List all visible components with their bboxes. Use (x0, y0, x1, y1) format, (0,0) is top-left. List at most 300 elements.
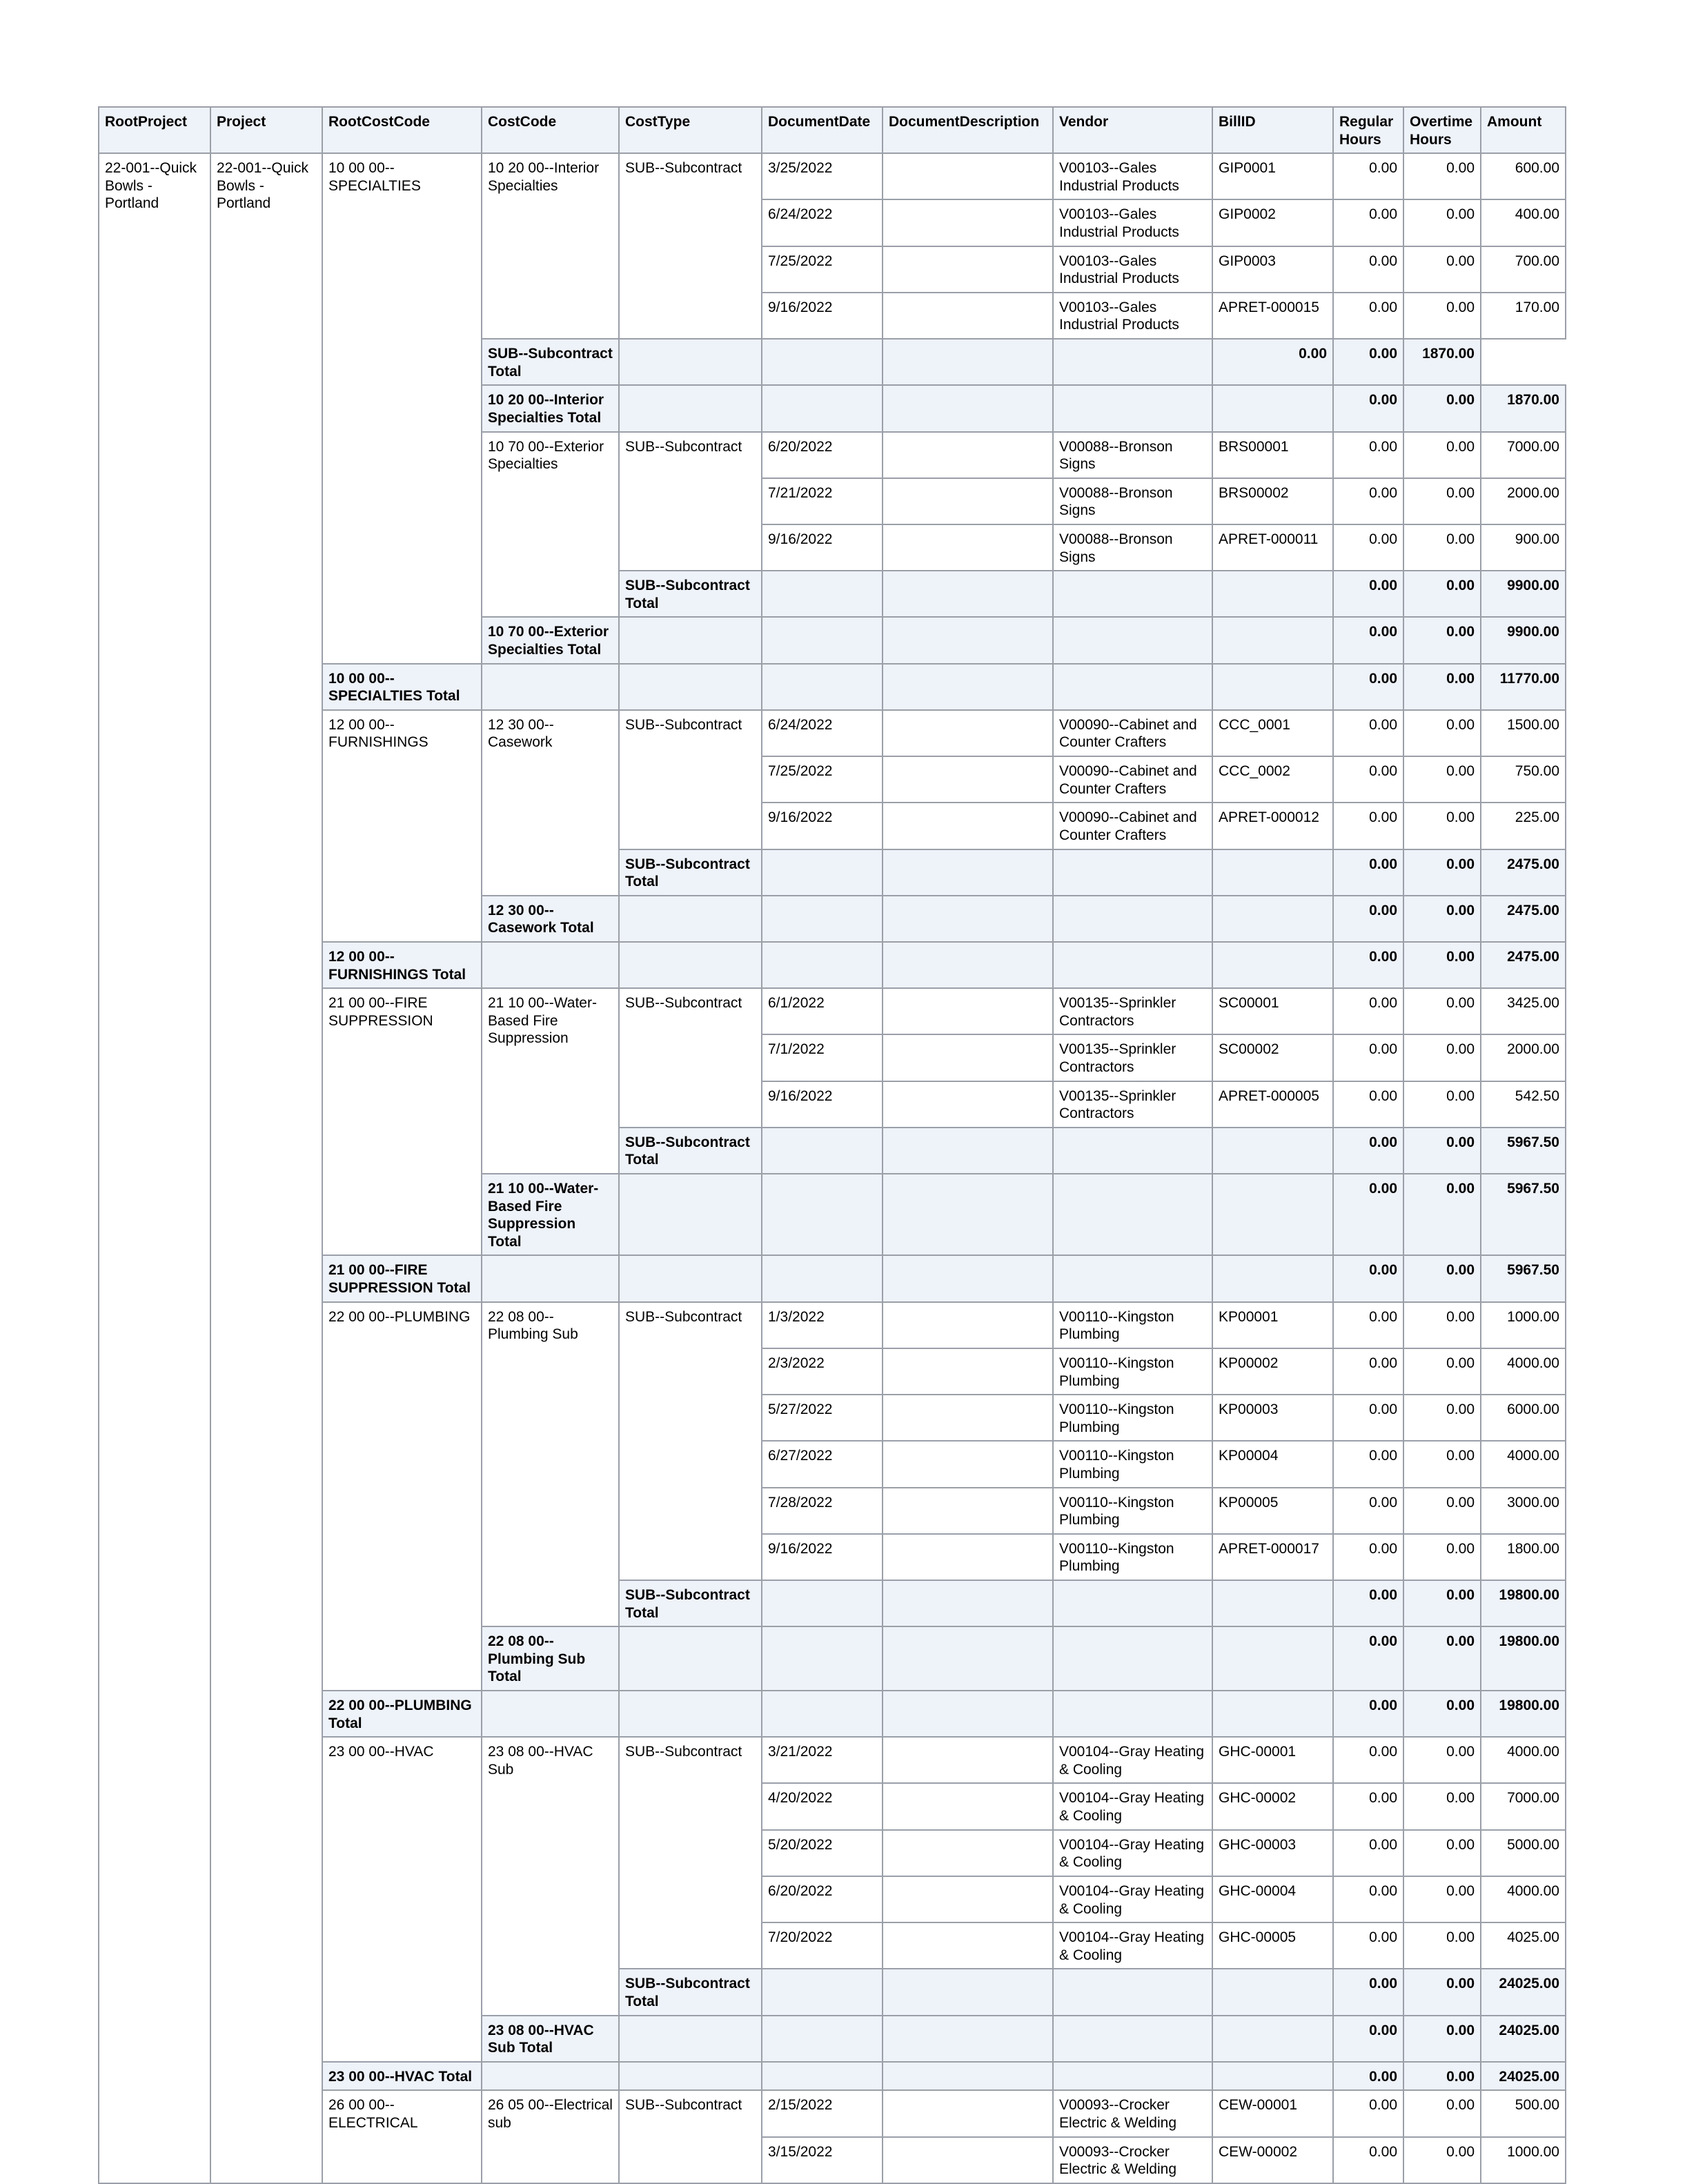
empty-cell (762, 385, 883, 431)
vendor-cell: V00088--Bronson Signs (1053, 524, 1212, 571)
vendor-cell: V00135--Sprinkler Contractors (1053, 1034, 1212, 1081)
empty-cell (1212, 2062, 1333, 2091)
empty-cell (883, 385, 1053, 431)
document-description-cell (883, 524, 1053, 571)
regular-hours-cell: 0.00 (1333, 664, 1403, 710)
document-description-cell (883, 1302, 1053, 1348)
regular-hours-cell: 0.00 (1212, 339, 1333, 385)
document-date-cell: 6/24/2022 (762, 710, 883, 756)
document-date-cell: 6/1/2022 (762, 988, 883, 1034)
bill-id-cell: APRET-000012 (1212, 803, 1333, 849)
vendor-cell: V00110--Kingston Plumbing (1053, 1441, 1212, 1487)
bill-id-cell: SC00001 (1212, 988, 1333, 1034)
empty-cell (1053, 1128, 1212, 1174)
vendor-cell: V00104--Gray Heating & Cooling (1053, 1737, 1212, 1783)
bill-id-cell: KP00005 (1212, 1488, 1333, 1534)
overtime-hours-cell: 0.00 (1403, 1783, 1481, 1829)
empty-cell (762, 1174, 883, 1255)
overtime-hours-cell: 0.00 (1403, 664, 1481, 710)
regular-hours-cell: 0.00 (1333, 710, 1403, 756)
overtime-hours-cell: 0.00 (1403, 1034, 1481, 1081)
regular-hours-cell: 0.00 (1333, 1534, 1403, 1580)
overtime-hours-cell: 0.00 (1403, 1128, 1481, 1174)
regular-hours-cell: 0.00 (1333, 1302, 1403, 1348)
document-description-cell (883, 1876, 1053, 1922)
regular-hours-cell: 0.00 (1333, 153, 1403, 199)
empty-cell (619, 942, 762, 988)
empty-cell (762, 664, 883, 710)
overtime-hours-cell: 0.00 (1403, 1488, 1481, 1534)
amount-cell: 750.00 (1481, 756, 1566, 803)
overtime-hours-cell: 0.00 (1403, 2137, 1481, 2183)
amount-cell: 400.00 (1481, 199, 1566, 246)
amount-cell: 1000.00 (1481, 1302, 1566, 1348)
empty-cell (1053, 942, 1212, 988)
empty-cell (762, 1580, 883, 1626)
overtime-hours-cell: 0.00 (1403, 803, 1481, 849)
empty-cell (482, 1255, 619, 1301)
regular-hours-cell: 0.00 (1333, 988, 1403, 1034)
amount-cell: 600.00 (1481, 153, 1566, 199)
overtime-hours-cell: 0.00 (1403, 1081, 1481, 1128)
amount-cell: 3425.00 (1481, 988, 1566, 1034)
empty-cell (619, 2062, 762, 2091)
document-date-cell: 9/16/2022 (762, 803, 883, 849)
amount-cell: 5967.50 (1481, 1255, 1566, 1301)
total-label: 22 00 00--PLUMBING Total (322, 1691, 482, 1737)
empty-cell (619, 617, 762, 663)
total-label: 10 70 00--Exterior Specialties Total (482, 617, 619, 663)
cost-code-cell: 26 05 00--Electrical sub (482, 2090, 619, 2183)
overtime-hours-cell: 0.00 (1403, 1876, 1481, 1922)
overtime-hours-cell: 0.00 (1403, 1395, 1481, 1441)
empty-cell (1212, 1969, 1333, 2015)
document-date-cell: 6/24/2022 (762, 199, 883, 246)
document-date-cell: 2/3/2022 (762, 1348, 883, 1395)
root-cost-code-cell: 10 00 00--SPECIALTIES (322, 153, 482, 663)
regular-hours-cell: 0.00 (1333, 1922, 1403, 1969)
empty-cell (619, 1255, 762, 1301)
document-description-cell (883, 1081, 1053, 1128)
col-cost-type: CostType (619, 107, 762, 153)
document-date-cell: 6/27/2022 (762, 1441, 883, 1487)
project-cell: 22-001--Quick Bowls - Portland (210, 153, 322, 2183)
document-date-cell: 9/16/2022 (762, 524, 883, 571)
total-label: 22 08 00--Plumbing Sub Total (482, 1626, 619, 1691)
amount-cell: 7000.00 (1481, 1783, 1566, 1829)
amount-cell: 1000.00 (1481, 2137, 1566, 2183)
bill-id-cell: BRS00002 (1212, 478, 1333, 524)
document-description-cell (883, 1737, 1053, 1783)
empty-cell (1212, 385, 1333, 431)
empty-cell (1212, 664, 1333, 710)
bill-id-cell: GIP0003 (1212, 246, 1333, 293)
vendor-cell: V00103--Gales Industrial Products (1053, 246, 1212, 293)
document-date-cell: 2/15/2022 (762, 2090, 883, 2136)
document-description-cell (883, 803, 1053, 849)
document-description-cell (883, 1395, 1053, 1441)
amount-cell: 2000.00 (1481, 1034, 1566, 1081)
amount-cell: 3000.00 (1481, 1488, 1566, 1534)
cost-type-cell: SUB--Subcontract (619, 710, 762, 849)
regular-hours-cell: 0.00 (1333, 293, 1403, 339)
empty-cell (1053, 1969, 1212, 2015)
amount-cell: 5000.00 (1481, 1830, 1566, 1876)
regular-hours-cell: 0.00 (1333, 432, 1403, 478)
amount-cell: 4000.00 (1481, 1876, 1566, 1922)
bill-id-cell: APRET-000017 (1212, 1534, 1333, 1580)
bill-id-cell: GHC-00002 (1212, 1783, 1333, 1829)
empty-cell (762, 571, 883, 617)
col-vendor: Vendor (1053, 107, 1212, 153)
root-cost-code-cell: 22 00 00--PLUMBING (322, 1302, 482, 1691)
bill-id-cell: GHC-00003 (1212, 1830, 1333, 1876)
empty-cell (1212, 849, 1333, 896)
table-header (99, 107, 1566, 153)
document-description-cell (883, 293, 1053, 339)
regular-hours-cell: 0.00 (1333, 896, 1403, 942)
overtime-hours-cell: 0.00 (1403, 2090, 1481, 2136)
total-label: 12 30 00--Casework Total (482, 896, 619, 942)
empty-cell (1053, 2062, 1212, 2091)
overtime-hours-cell: 0.00 (1403, 1174, 1481, 1255)
cost-type-cell: SUB--Subcontract (619, 1737, 762, 1969)
empty-cell (883, 942, 1053, 988)
regular-hours-cell: 0.00 (1333, 478, 1403, 524)
regular-hours-cell: 0.00 (1333, 1691, 1403, 1737)
vendor-cell: V00110--Kingston Plumbing (1053, 1534, 1212, 1580)
empty-cell (883, 571, 1053, 617)
header-row (99, 107, 1566, 153)
overtime-hours-cell: 0.00 (1403, 1534, 1481, 1580)
amount-cell: 19800.00 (1481, 1580, 1566, 1626)
overtime-hours-cell: 0.00 (1403, 1922, 1481, 1969)
regular-hours-cell: 0.00 (1333, 1255, 1403, 1301)
amount-cell: 225.00 (1481, 803, 1566, 849)
regular-hours-cell: 0.00 (1333, 524, 1403, 571)
empty-cell (1053, 1626, 1212, 1691)
document-date-cell: 3/25/2022 (762, 153, 883, 199)
col-overtime-hours: Overtime Hours (1403, 107, 1481, 153)
overtime-hours-cell: 0.00 (1403, 478, 1481, 524)
empty-cell (1212, 1128, 1333, 1174)
document-date-cell: 5/27/2022 (762, 1395, 883, 1441)
empty-cell (619, 385, 762, 431)
col-project: Project (210, 107, 322, 153)
empty-cell (762, 942, 883, 988)
bill-id-cell: GIP0002 (1212, 199, 1333, 246)
empty-cell (1212, 1255, 1333, 1301)
regular-hours-cell: 0.00 (1333, 1348, 1403, 1395)
amount-cell: 2475.00 (1481, 942, 1566, 988)
regular-hours-cell: 0.00 (1333, 1488, 1403, 1534)
regular-hours-cell: 0.00 (1333, 2062, 1403, 2091)
col-amount: Amount (1481, 107, 1566, 153)
empty-cell (619, 896, 762, 942)
empty-cell (1212, 571, 1333, 617)
overtime-hours-cell: 0.00 (1403, 2016, 1481, 2062)
document-date-cell: 3/21/2022 (762, 1737, 883, 1783)
regular-hours-cell: 0.00 (1333, 1737, 1403, 1783)
root-cost-code-cell: 21 00 00--FIRE SUPPRESSION (322, 988, 482, 1255)
amount-cell: 19800.00 (1481, 1691, 1566, 1737)
vendor-cell: V00093--Crocker Electric & Welding (1053, 2137, 1212, 2183)
cost-code-cell: 23 08 00--HVAC Sub (482, 1737, 619, 2015)
empty-cell (1053, 339, 1212, 385)
vendor-cell: V00104--Gray Heating & Cooling (1053, 1783, 1212, 1829)
empty-cell (1053, 1580, 1212, 1626)
empty-cell (762, 1969, 883, 2015)
empty-cell (883, 664, 1053, 710)
amount-cell: 24025.00 (1481, 2062, 1566, 2091)
document-date-cell: 6/20/2022 (762, 432, 883, 478)
empty-cell (762, 2062, 883, 2091)
overtime-hours-cell: 0.00 (1403, 1969, 1481, 2015)
vendor-cell: V00090--Cabinet and Counter Crafters (1053, 803, 1212, 849)
bill-id-cell: GHC-00005 (1212, 1922, 1333, 1969)
document-description-cell (883, 988, 1053, 1034)
bill-id-cell: APRET-000015 (1212, 293, 1333, 339)
vendor-cell: V00110--Kingston Plumbing (1053, 1395, 1212, 1441)
regular-hours-cell: 0.00 (1333, 1081, 1403, 1128)
empty-cell (762, 1255, 883, 1301)
empty-cell (482, 1691, 619, 1737)
vendor-cell: V00104--Gray Heating & Cooling (1053, 1830, 1212, 1876)
document-date-cell: 5/20/2022 (762, 1830, 883, 1876)
empty-cell (1212, 1580, 1333, 1626)
document-date-cell: 7/21/2022 (762, 478, 883, 524)
amount-cell: 11770.00 (1481, 664, 1566, 710)
total-label: 21 00 00--FIRE SUPPRESSION Total (322, 1255, 482, 1301)
empty-cell (762, 896, 883, 942)
empty-cell (762, 339, 883, 385)
bill-id-cell: CEW-00002 (1212, 2137, 1333, 2183)
empty-cell (619, 664, 762, 710)
bill-id-cell: KP00003 (1212, 1395, 1333, 1441)
overtime-hours-cell: 0.00 (1403, 756, 1481, 803)
document-date-cell: 9/16/2022 (762, 1081, 883, 1128)
empty-cell (1212, 896, 1333, 942)
empty-cell (762, 617, 883, 663)
root-cost-code-cell: 12 00 00--FURNISHINGS (322, 710, 482, 942)
document-date-cell: 7/20/2022 (762, 1922, 883, 1969)
regular-hours-cell: 0.00 (1333, 199, 1403, 246)
regular-hours-cell: 0.00 (1333, 942, 1403, 988)
document-description-cell (883, 1488, 1053, 1534)
overtime-hours-cell: 0.00 (1403, 1255, 1481, 1301)
regular-hours-cell: 0.00 (1333, 2016, 1403, 2062)
bill-id-cell: SC00002 (1212, 1034, 1333, 1081)
vendor-cell: V00103--Gales Industrial Products (1053, 293, 1212, 339)
root-project-cell: 22-001--Quick Bowls - Portland (99, 153, 210, 2183)
vendor-cell: V00104--Gray Heating & Cooling (1053, 1922, 1212, 1969)
cost-code-cell: 12 30 00--Casework (482, 710, 619, 896)
empty-cell (482, 2062, 619, 2091)
table-body (99, 153, 1566, 2183)
empty-cell (883, 2062, 1053, 2091)
amount-cell: 1800.00 (1481, 1534, 1566, 1580)
regular-hours-cell: 0.00 (1333, 1128, 1403, 1174)
document-description-cell (883, 1348, 1053, 1395)
regular-hours-cell: 0.00 (1333, 1441, 1403, 1487)
cost-type-cell: SUB--Subcontract (619, 988, 762, 1128)
empty-cell (619, 1174, 762, 1255)
regular-hours-cell: 0.00 (1333, 246, 1403, 293)
col-root-cost-code: RootCostCode (322, 107, 482, 153)
bill-id-cell: BRS00001 (1212, 432, 1333, 478)
overtime-hours-cell: 0.00 (1403, 571, 1481, 617)
empty-cell (762, 1128, 883, 1174)
amount-cell: 24025.00 (1481, 1969, 1566, 2015)
overtime-hours-cell: 0.00 (1403, 1737, 1481, 1783)
regular-hours-cell: 0.00 (1333, 1395, 1403, 1441)
regular-hours-cell: 0.00 (1333, 849, 1403, 896)
regular-hours-cell: 0.00 (1333, 803, 1403, 849)
overtime-hours-cell: 0.00 (1403, 199, 1481, 246)
empty-cell (619, 339, 762, 385)
document-date-cell: 7/28/2022 (762, 1488, 883, 1534)
empty-cell (619, 1626, 762, 1691)
document-description-cell (883, 1534, 1053, 1580)
amount-cell: 7000.00 (1481, 432, 1566, 478)
document-description-cell (883, 756, 1053, 803)
overtime-hours-cell: 0.00 (1403, 1580, 1481, 1626)
total-label: SUB--Subcontract Total (619, 849, 762, 896)
vendor-cell: V00103--Gales Industrial Products (1053, 153, 1212, 199)
document-date-cell: 7/1/2022 (762, 1034, 883, 1081)
empty-cell (762, 849, 883, 896)
total-label: SUB--Subcontract Total (619, 1580, 762, 1626)
amount-cell: 6000.00 (1481, 1395, 1566, 1441)
empty-cell (1053, 571, 1212, 617)
empty-cell (1053, 2016, 1212, 2062)
empty-cell (482, 942, 619, 988)
document-date-cell: 7/25/2022 (762, 756, 883, 803)
empty-cell (883, 1626, 1053, 1691)
bill-id-cell: CEW-00001 (1212, 2090, 1333, 2136)
vendor-cell: V00110--Kingston Plumbing (1053, 1302, 1212, 1348)
empty-cell (1212, 1691, 1333, 1737)
overtime-hours-cell: 0.00 (1403, 246, 1481, 293)
vendor-cell: V00104--Gray Heating & Cooling (1053, 1876, 1212, 1922)
cost-type-cell: SUB--Subcontract (619, 432, 762, 571)
overtime-hours-cell: 0.00 (1403, 153, 1481, 199)
document-description-cell (883, 199, 1053, 246)
regular-hours-cell: 0.00 (1333, 617, 1403, 663)
regular-hours-cell: 0.00 (1333, 1174, 1403, 1255)
document-description-cell (883, 710, 1053, 756)
empty-cell (883, 617, 1053, 663)
amount-cell: 9900.00 (1481, 617, 1566, 663)
vendor-cell: V00135--Sprinkler Contractors (1053, 1081, 1212, 1128)
cost-type-cell: SUB--Subcontract (619, 2090, 762, 2183)
empty-cell (883, 1128, 1053, 1174)
amount-cell: 700.00 (1481, 246, 1566, 293)
cost-code-cell: 21 10 00--Water-Based Fire Suppression (482, 988, 619, 1174)
empty-cell (883, 1969, 1053, 2015)
col-regular-hours: Regular Hours (1333, 107, 1403, 153)
regular-hours-cell: 0.00 (1333, 2137, 1403, 2183)
col-document-date: DocumentDate (762, 107, 883, 153)
overtime-hours-cell: 0.00 (1403, 1830, 1481, 1876)
overtime-hours-cell: 0.00 (1403, 942, 1481, 988)
amount-cell: 900.00 (1481, 524, 1566, 571)
bill-id-cell: KP00002 (1212, 1348, 1333, 1395)
amount-cell: 5967.50 (1481, 1128, 1566, 1174)
overtime-hours-cell: 0.00 (1403, 988, 1481, 1034)
total-label: 10 00 00--SPECIALTIES Total (322, 664, 482, 710)
bill-id-cell: CCC_0002 (1212, 756, 1333, 803)
empty-cell (883, 849, 1053, 896)
total-label: 23 08 00--HVAC Sub Total (482, 2016, 619, 2062)
document-date-cell: 9/16/2022 (762, 293, 883, 339)
document-date-cell: 7/25/2022 (762, 246, 883, 293)
overtime-hours-cell: 0.00 (1403, 2062, 1481, 2091)
empty-cell (1212, 1174, 1333, 1255)
amount-cell: 2475.00 (1481, 849, 1566, 896)
bill-id-cell: APRET-000005 (1212, 1081, 1333, 1128)
overtime-hours-cell: 0.00 (1403, 385, 1481, 431)
bill-id-cell: KP00001 (1212, 1302, 1333, 1348)
vendor-cell: V00088--Bronson Signs (1053, 478, 1212, 524)
overtime-hours-cell: 0.00 (1403, 896, 1481, 942)
regular-hours-cell: 0.00 (1333, 1830, 1403, 1876)
amount-cell: 1870.00 (1403, 339, 1481, 385)
total-label: SUB--Subcontract Total (619, 571, 762, 617)
document-description-cell (883, 1034, 1053, 1081)
regular-hours-cell: 0.00 (1333, 385, 1403, 431)
amount-cell: 5967.50 (1481, 1174, 1566, 1255)
amount-cell: 542.50 (1481, 1081, 1566, 1128)
amount-cell: 170.00 (1481, 293, 1566, 339)
regular-hours-cell: 0.00 (1333, 1876, 1403, 1922)
bill-id-cell: GHC-00001 (1212, 1737, 1333, 1783)
regular-hours-cell: 0.00 (1333, 1034, 1403, 1081)
overtime-hours-cell: 0.00 (1403, 617, 1481, 663)
document-date-cell: 6/20/2022 (762, 1876, 883, 1922)
overtime-hours-cell: 0.00 (1403, 849, 1481, 896)
root-cost-code-cell: 26 00 00--ELECTRICAL (322, 2090, 482, 2183)
document-date-cell: 4/20/2022 (762, 1783, 883, 1829)
total-label: SUB--Subcontract Total (619, 1128, 762, 1174)
empty-cell (762, 1626, 883, 1691)
vendor-cell: V00110--Kingston Plumbing (1053, 1488, 1212, 1534)
regular-hours-cell: 0.00 (1333, 756, 1403, 803)
overtime-hours-cell: 0.00 (1403, 1348, 1481, 1395)
empty-cell (1053, 664, 1212, 710)
regular-hours-cell: 0.00 (1333, 1626, 1403, 1691)
vendor-cell: V00090--Cabinet and Counter Crafters (1053, 710, 1212, 756)
empty-cell (1053, 1255, 1212, 1301)
document-description-cell (883, 2137, 1053, 2183)
empty-cell (1053, 1174, 1212, 1255)
col-cost-code: CostCode (482, 107, 619, 153)
bill-id-cell: CCC_0001 (1212, 710, 1333, 756)
empty-cell (883, 896, 1053, 942)
overtime-hours-cell: 0.00 (1403, 293, 1481, 339)
table-row (99, 153, 1566, 199)
overtime-hours-cell: 0.00 (1333, 339, 1403, 385)
amount-cell: 500.00 (1481, 2090, 1566, 2136)
empty-cell (883, 339, 1053, 385)
empty-cell (1053, 385, 1212, 431)
col-bill-id: BillID (1212, 107, 1333, 153)
document-description-cell (883, 1783, 1053, 1829)
regular-hours-cell: 0.00 (1333, 1580, 1403, 1626)
amount-cell: 4000.00 (1481, 1348, 1566, 1395)
overtime-hours-cell: 0.00 (1403, 710, 1481, 756)
total-label: SUB--Subcontract Total (619, 1969, 762, 2015)
